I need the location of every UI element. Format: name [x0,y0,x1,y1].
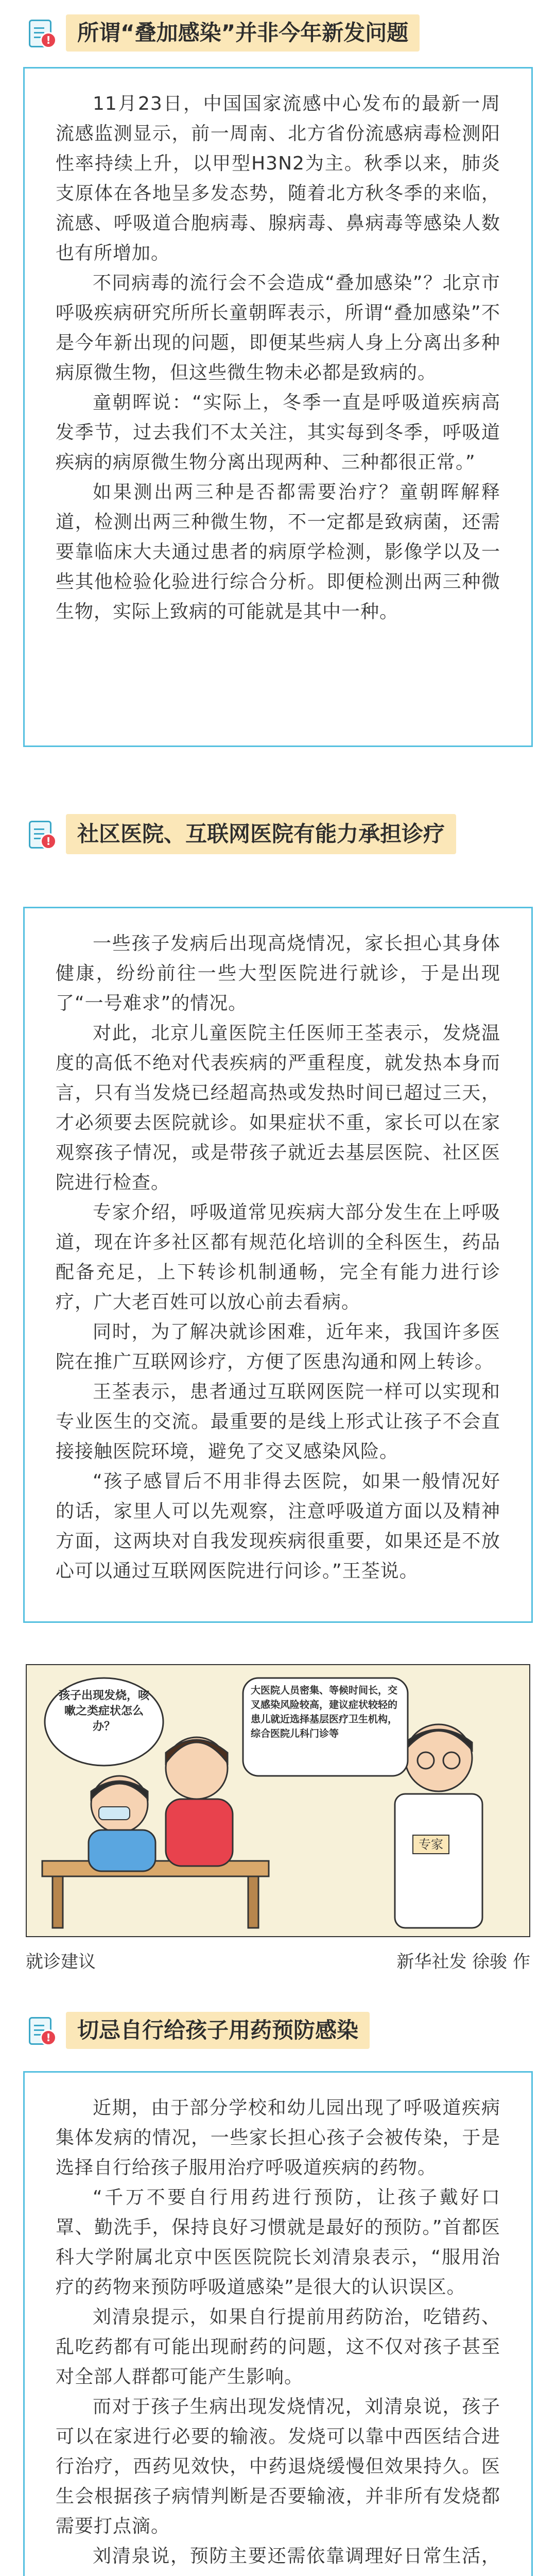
section-header-2 [26,814,535,854]
cartoon-caption-title: 就诊建议 [26,1952,96,1972]
paragraph: 如果测出两三种是否都需要治疗？童朝晖解释道，检测出两三种微生物，不一定都是致病菌，还需要靠临床大夫通过患者的病原学检测，影像学以及一些其他检验化验进行综合分析。即便检测出两三种微生物，实际上致病的可能就是其中一种。 [56,482,500,622]
section-content-1 [23,67,533,747]
paragraph: 同时，为了解决就诊困难，近年来，我国许多医院在推广互联网诊疗，方便了医患沟通和网上转诊。 [56,1321,500,1372]
document-warning-icon: ! [26,2015,57,2046]
child-speech-bubble: 孩子出现发烧，咳嗽之类症状怎么办？ [58,1689,149,1733]
paragraph: “千万不要自行用药进行预防，让孩子戴好口罩、勤洗手，保持良好习惯就是最好的预防。”首都医科大学附属北京中医医院院长刘清泉表示，“服用治疗的药物来预防呼吸道感染”是很大的认识误区。 [56,2187,500,2298]
document-warning-icon: ! [26,819,57,850]
section-content-2 [23,907,533,1623]
doctor-badge-text: 专家 [419,1837,443,1852]
doctor-speech-bubble: 大医院人员密集、等候时间长，交叉感染风险较高，建议症状较轻的患儿就近选择基层医疗卫生机构，综合医院儿科门诊等 [251,1685,398,1739]
paragraph: 童朝晖说：“实际上，冬季一直是呼吸道疾病高发季节，过去我们不太关注，其实每到冬季，呼吸道疾病的病原微生物分离出现两种、三种都很正常。” [56,392,500,473]
paragraph: 王荃表示，患者通过互联网医院一样可以实现和专业医生的交流。最重要的是线上形式让孩子不会直接接触医院环境，避免了交叉感染风险。 [56,1381,500,1462]
paragraph: 11月23日，中国国家流感中心发布的最新一周流感监测显示，前一周南、北方省份流感病毒检测阳性率持续上升，以甲型H3N2为主。秋季以来，肺炎支原体在各地呈多发态势，随着北方秋冬季的来临，流感、呼吸道合胞病毒、腺病毒、鼻病毒等感染人数也有所增加。 [56,93,500,264]
cartoon-illustration [26,1664,530,1937]
cartoon-credit: 新华社发 徐骏 作 [396,1952,530,1972]
section-title-2: 社区医院、互联网医院有能力承担诊疗 [66,814,456,854]
paragraph: 对此，北京儿童医院主任医师王荃表示，发烧温度的高低不绝对代表疾病的严重程度，就发热本身而言，只有当发烧已经超高热或发热时间已超过三天，才必须要去医院就诊。如果症状不重，家长可以在家观察孩子情况，或是带孩子就近去基层医院、社区医院进行检查。 [56,1023,500,1193]
paragraph: “孩子感冒后不用非得去医院，如果一般情况好的话，家里人可以先观察，注意呼吸道方面以及精神方面，这两块对自我发现疾病很重要，如果还是不放心可以通过互联网医院进行问诊。”王荃说。 [56,1471,500,1582]
document-warning-icon: ! [26,18,57,48]
paragraph: 专家介绍，呼吸道常见疾病大部分发生在上呼吸道，现在许多社区都有规范化培训的全科医生，药品配备充足，上下转诊机制通畅，完全有能力进行诊疗，广大老百姓可以放心前去看病。 [56,1202,500,1313]
section-title-1: 所谓“叠加感染”并非今年新发问题 [66,14,420,52]
paragraph: 不同病毒的流行会不会造成“叠加感染”？北京市呼吸疾病研究所所长童朝晖表示，所谓“叠加感染”不是今年新出现的问题，即便某些病人身上分离出多种病原微生物，但这些微生物未必都是致病的。 [56,273,500,383]
paragraph: 近期，由于部分学校和幼儿园出现了呼吸道疾病集体发病的情况，一些家长担心孩子会被传染，于是选择自行给孩子服用治疗呼吸道疾病的药物。 [56,2097,500,2178]
cartoon-svg [27,1665,530,1937]
section-content-3 [23,2071,533,2576]
section-title-3: 切忌自行给孩子用药预防感染 [66,2012,370,2049]
section-header-1 [26,14,535,52]
paragraph: 一些孩子发病后出现高烧情况，家长担心其身体健康，纷纷前往一些大型医院进行就诊，于是出现了“一号难求”的情况。 [56,933,500,1014]
paragraph: 刘清泉提示，如果自行提前用药防治，吃错药、乱吃药都有可能出现耐药的问题，这不仅对孩子甚至对全部人群都可能产生影响。 [56,2307,500,2387]
paragraph: 而对于孩子生病出现发烧情况，刘清泉说，孩子可以在家进行必要的输液。发烧可以靠中西医结合进行治疗，西药见效快，中药退烧缓慢但效果持久。医生会根据孩子病情判断是否要输液，并非所有发烧都需要打点滴。 [56,2396,500,2537]
paragraph: 刘清泉说，预防主要还需依靠调理好日常生活， [93,2546,500,2567]
section-header-3 [26,2012,535,2049]
